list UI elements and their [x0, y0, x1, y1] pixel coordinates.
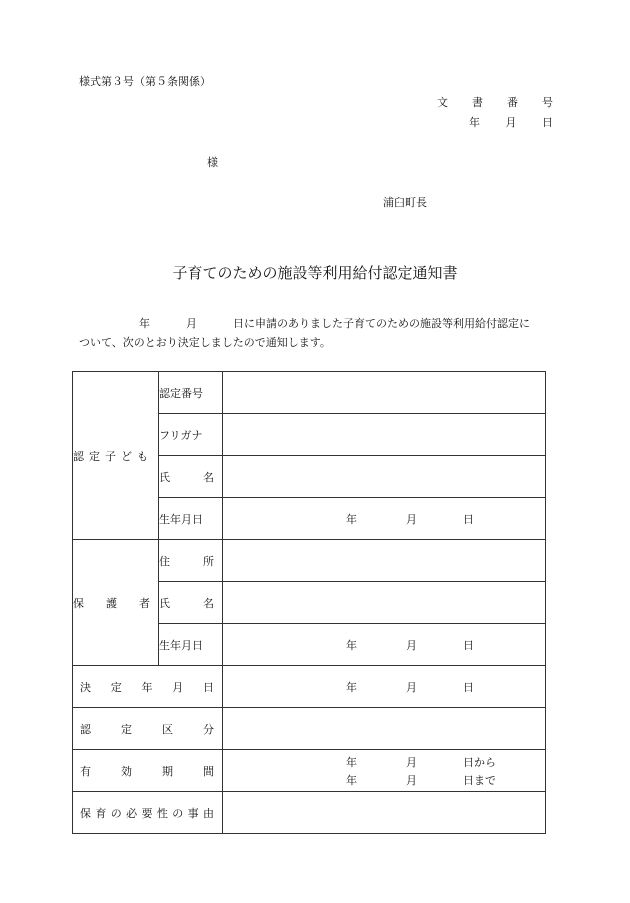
validity-period-label: 有 効 期 間	[73, 750, 223, 792]
guardian-group-label: 保 護 者	[73, 540, 159, 666]
body-month: 月	[186, 317, 197, 330]
body-line-1-text: 日に申請のありました子育てのための施設等利用給付認定に	[233, 317, 530, 330]
table-row	[73, 540, 546, 582]
guardian-birthdate-label: 生年月日	[159, 624, 223, 666]
date-month: 月	[505, 116, 517, 129]
child-group-label: 認定子ども	[73, 372, 159, 540]
table-row	[73, 750, 546, 792]
body-year: 年	[139, 317, 150, 330]
date-day: 日	[542, 116, 553, 129]
document-title: 子育てのための施設等利用給付認定通知書	[172, 264, 458, 282]
body-line-2: ついて、次のとおり決定しましたので通知します。	[79, 336, 331, 349]
table-row	[73, 372, 546, 414]
child-birthdate-field[interactable]: 年 月 日	[223, 498, 546, 540]
doc-number-char: 文	[437, 96, 448, 109]
issue-date-line	[469, 114, 553, 130]
child-name-field[interactable]	[223, 456, 546, 498]
table-row	[73, 792, 546, 834]
cert-category-field[interactable]	[223, 708, 546, 750]
guardian-birthdate-field[interactable]: 年 月 日	[223, 624, 546, 666]
child-name-label: 氏 名	[159, 456, 223, 498]
cert-number-label: 認定番号	[159, 372, 223, 414]
care-need-reason-field[interactable]	[223, 792, 546, 834]
child-birthdate-label: 生年月日	[159, 498, 223, 540]
doc-number-char: 番	[507, 96, 518, 109]
decision-date-field[interactable]: 年 月 日	[223, 666, 546, 708]
date-year: 年	[469, 116, 480, 129]
table-row	[73, 708, 546, 750]
validity-period-field[interactable]: 年 月 日から 年 月 日まで	[223, 750, 546, 792]
decision-date-label: 決 定 年 月 日	[73, 666, 223, 708]
doc-number-char: 号	[542, 96, 553, 109]
furigana-label: フリガナ	[159, 414, 223, 456]
body-line-1	[79, 315, 559, 331]
certification-table	[72, 371, 546, 834]
doc-number-char: 書	[472, 96, 483, 109]
addressee-suffix: 様	[207, 156, 218, 169]
guardian-address-label: 住 所	[159, 540, 223, 582]
table-row	[73, 666, 546, 708]
guardian-address-field[interactable]	[223, 540, 546, 582]
cert-number-field[interactable]	[223, 372, 546, 414]
issuer-name: 浦臼町長	[383, 196, 427, 209]
document-number-label	[437, 94, 553, 110]
guardian-name-field[interactable]	[223, 582, 546, 624]
guardian-name-label: 氏 名	[159, 582, 223, 624]
furigana-field[interactable]	[223, 414, 546, 456]
care-need-reason-label: 保 育 の 必 要 性 の 事 由	[73, 792, 223, 834]
form-number: 様式第３号（第５条関係）	[79, 75, 211, 88]
cert-category-label: 認 定 区 分	[73, 708, 223, 750]
